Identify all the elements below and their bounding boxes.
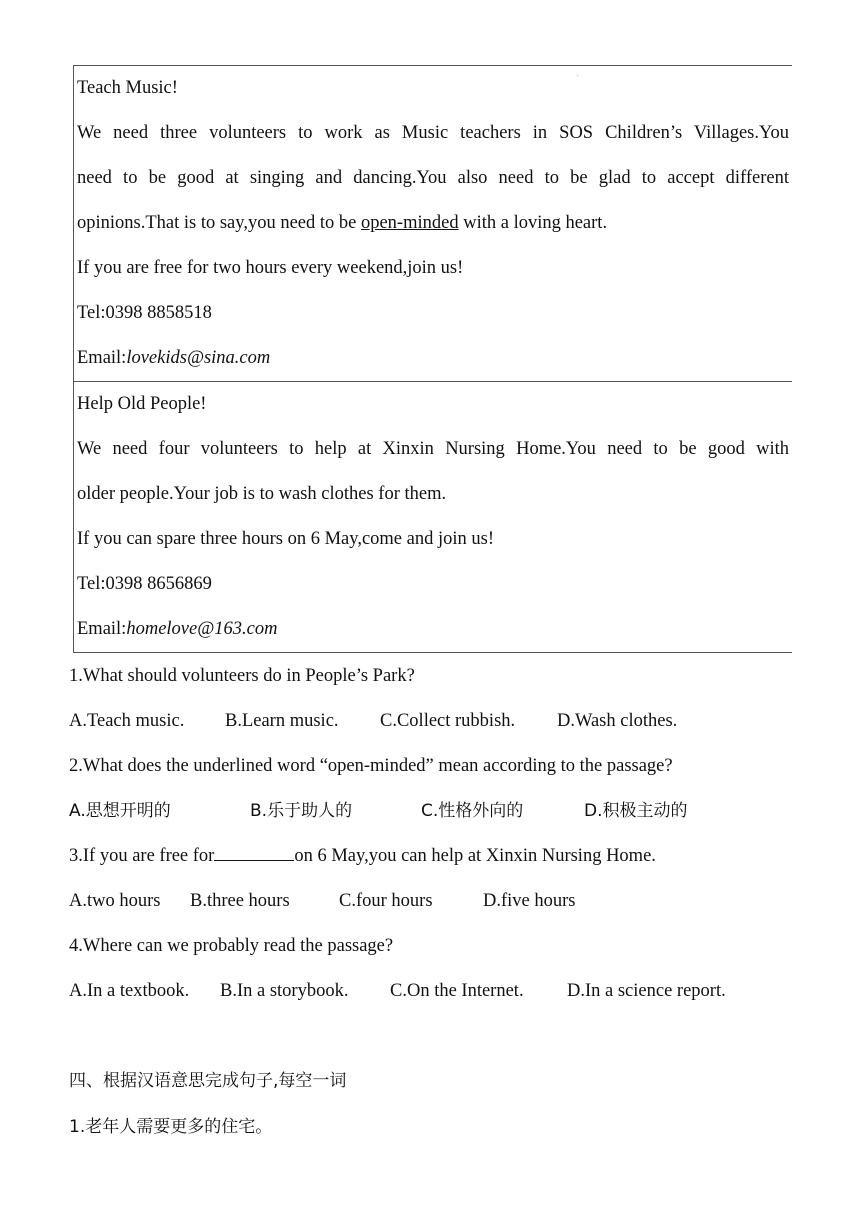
option-b: B.乐于助人的 xyxy=(250,801,353,821)
ad-text-line: older people.Your job is to wash clothes for them. xyxy=(77,484,447,504)
question-3-text-pre: 3.If you are free for xyxy=(69,846,215,866)
ad-text-line xyxy=(77,201,792,246)
ad-email xyxy=(77,336,792,381)
ad-tel: Tel:0398 8656869 xyxy=(77,574,212,594)
ad-free-line: If you are free for two hours every weekend,join us! xyxy=(77,258,464,278)
ads-table xyxy=(73,65,792,653)
option-d: D.five hours xyxy=(483,891,576,911)
ad-title: Help Old People! xyxy=(77,394,207,414)
option-a: A.two hours xyxy=(69,891,161,911)
question-3 xyxy=(69,844,656,868)
email-label: Email: xyxy=(77,348,127,368)
ad-text-line: need to be good at singing and dancing.You also need to be glad to accept different xyxy=(77,168,789,188)
question-4: 4.Where can we probably read the passage? xyxy=(69,936,394,956)
option-d: D.In a science report. xyxy=(567,981,726,1001)
email-address: lovekids@sina.com xyxy=(126,348,271,368)
ad-text-fragment: with a loving heart. xyxy=(458,213,608,233)
option-d: D.积极主动的 xyxy=(584,801,688,821)
option-a xyxy=(69,799,171,823)
answer-blank xyxy=(214,844,294,861)
question-2: 2.What does the underlined word “open-minded” mean according to the passage? xyxy=(69,756,673,776)
ad-title: Teach Music! xyxy=(77,78,178,98)
underlined-word: open-minded xyxy=(360,213,459,233)
option-c: C.On the Internet. xyxy=(390,981,524,1001)
option-a-text: A.思想开明的 xyxy=(69,801,171,821)
option-c: C.Collect rubbish. xyxy=(380,711,516,731)
ad-text-line: We need three volunteers to work as Music teachers in SOS Children’s Villages.You xyxy=(77,123,789,143)
question-3-text-post: on 6 May,you can help at Xinxin Nursing Home. xyxy=(294,846,656,866)
ad-teach-music xyxy=(74,66,792,382)
ad-email xyxy=(77,607,792,652)
ad-text-line: We need four volunteers to help at Xinxin Nursing Home.You need to be good with xyxy=(77,439,789,459)
question-1: 1.What should volunteers do in People’s Park? xyxy=(69,666,415,686)
ad-help-old-people xyxy=(74,382,792,653)
section-4-item-1: 1.老年人需要更多的住宅。 xyxy=(69,1117,273,1137)
option-c: C.four hours xyxy=(339,891,433,911)
option-b: B.three hours xyxy=(190,891,290,911)
stray-dot: . xyxy=(577,72,579,78)
option-a: A.In a textbook. xyxy=(69,981,190,1001)
option-b: B.In a storybook. xyxy=(220,981,349,1001)
email-address: homelove@163.com xyxy=(126,619,278,639)
email-label: Email: xyxy=(77,619,127,639)
option-d: D.Wash clothes. xyxy=(557,711,678,731)
section-4-heading: 四、根据汉语意思完成句子,每空一词 xyxy=(69,1071,347,1091)
option-b: B.Learn music. xyxy=(225,711,339,731)
option-a: A.Teach music. xyxy=(69,711,185,731)
option-c: C.性格外向的 xyxy=(421,801,524,821)
ad-free-line: If you can spare three hours on 6 May,come and join us! xyxy=(77,529,494,549)
ad-text-fragment: opinions.That is to say,you need to be xyxy=(77,213,361,233)
ad-tel: Tel:0398 8858518 xyxy=(77,303,212,323)
